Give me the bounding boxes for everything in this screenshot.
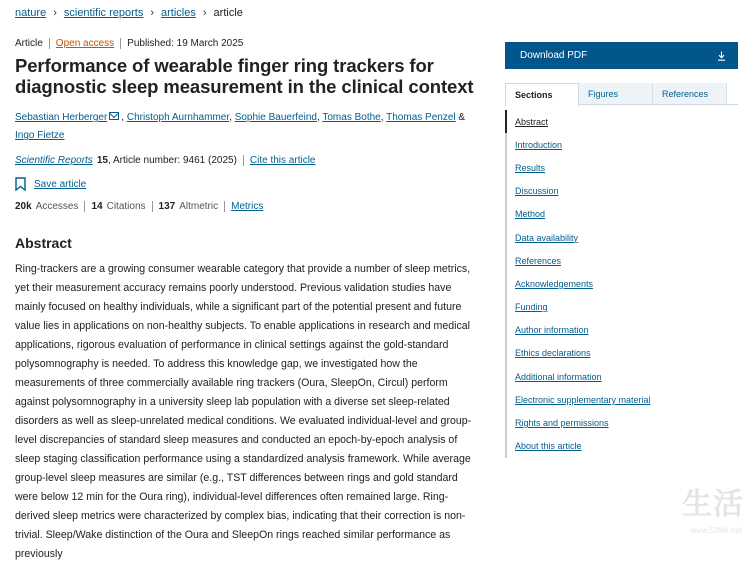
citation-line bbox=[15, 155, 477, 166]
section-link-acknowledgements[interactable]: Acknowledgements bbox=[515, 272, 738, 295]
cite-this-article-link[interactable]: Cite this article bbox=[250, 155, 316, 166]
breadcrumb-current: article bbox=[214, 7, 243, 19]
journal-volume: 15 bbox=[97, 155, 108, 166]
meta-divider bbox=[120, 38, 121, 49]
save-article-button[interactable] bbox=[15, 176, 477, 192]
altmetric-label: Altmetric bbox=[179, 201, 218, 212]
author-link[interactable]: Ingo Fietze bbox=[15, 130, 64, 141]
meta-divider bbox=[49, 38, 50, 49]
tab-references[interactable]: References bbox=[653, 83, 727, 104]
section-link-discussion[interactable]: Discussion bbox=[515, 180, 738, 203]
section-link-funding[interactable]: Funding bbox=[515, 296, 738, 319]
citations-label: Citations bbox=[107, 201, 146, 212]
email-icon[interactable] bbox=[109, 112, 119, 120]
tab-figures[interactable]: Figures bbox=[579, 83, 653, 104]
authors-and: & bbox=[458, 112, 465, 123]
download-arrow-icon bbox=[717, 51, 726, 61]
citations-value: 14 bbox=[91, 201, 102, 212]
author-link[interactable]: Thomas Penzel bbox=[386, 112, 455, 123]
active-section-indicator bbox=[505, 110, 507, 133]
sidebar-tabs bbox=[505, 83, 738, 105]
section-link-rights-permissions[interactable]: Rights and permissions bbox=[515, 411, 738, 434]
altmetric-value: 137 bbox=[159, 201, 176, 212]
article-meta bbox=[15, 36, 477, 50]
save-article-label[interactable]: Save article bbox=[34, 179, 86, 190]
accesses-label: Accesses bbox=[36, 201, 79, 212]
abstract-text: Ring-trackers are a growing consumer wearable category that provide a number of sleep metrics, yet their measurement accuracy remains poorly understood. Previous validation studies have mainly focused on healthy individuals, while a significant part of the potential present and future value lies in applications on non-healthy subjects. To enable applications in research and medical applications, rigorous evaluation of performance in clinical settings against the gold-standard polysomnography is needed. To address this knowledge gap, we investigated how the measurements of three commercially available ring trackers (Oura, SleepOn, Circul) perform against polysomnography in a university sleep lab population with a diverse set sleep-related disorders as well as sleep-unrelated medical conditions. We evaluated individual-level and group-level discrepancies of standard sleep measures and conducted an epoch-by-epoch analysis of sleep staging classification performance using a standardized analysis framework. While average group-level sleep measures are similar (e.g., TST differences between rings and gold standard were below 12 min for the Oura ring), individual-level differences often remained large. Ring-derived sleep metrics were characterized by complex bias, indicating that their correction is non-trivial. Sleep/Wake distinction of the Oura and SleepOn rings reached similar performance as previously bbox=[15, 260, 477, 564]
breadcrumb-separator-icon: › bbox=[150, 7, 154, 19]
section-link-ethics-declarations[interactable]: Ethics declarations bbox=[515, 342, 738, 365]
section-link-method[interactable]: Method bbox=[515, 203, 738, 226]
watermark-url: www.52life.net bbox=[690, 526, 742, 535]
breadcrumb bbox=[15, 7, 243, 19]
author-link[interactable]: Tomas Bothe bbox=[322, 112, 380, 123]
section-link-additional-information[interactable]: Additional information bbox=[515, 365, 738, 388]
section-link-results[interactable]: Results bbox=[515, 156, 738, 179]
watermark-logo bbox=[648, 491, 748, 537]
citation-divider bbox=[243, 155, 244, 166]
open-access-link[interactable]: Open access bbox=[56, 38, 114, 49]
section-nav bbox=[505, 110, 738, 458]
section-link-supplementary-material[interactable]: Electronic supplementary material bbox=[515, 388, 738, 411]
watermark-text: 生活 bbox=[682, 479, 744, 523]
breadcrumb-separator-icon: › bbox=[203, 7, 207, 19]
article-sidebar bbox=[505, 42, 738, 458]
metrics-divider bbox=[224, 201, 225, 212]
accesses-value: 20k bbox=[15, 201, 32, 212]
breadcrumb-nature[interactable]: nature bbox=[15, 7, 46, 19]
article-type: Article bbox=[15, 38, 43, 49]
breadcrumb-separator-icon: › bbox=[53, 7, 57, 19]
download-pdf-label: Download PDF bbox=[520, 50, 587, 61]
author-link[interactable]: Sophie Bauerfeind bbox=[235, 112, 317, 123]
download-pdf-button[interactable] bbox=[505, 42, 738, 69]
tab-sections[interactable]: Sections bbox=[505, 83, 579, 106]
section-link-references[interactable]: References bbox=[515, 249, 738, 272]
section-link-about-article[interactable]: About this article bbox=[515, 435, 738, 458]
metrics-link[interactable]: Metrics bbox=[231, 201, 263, 212]
abstract-heading: Abstract bbox=[15, 235, 477, 251]
article-metrics bbox=[15, 201, 477, 212]
author-link[interactable]: Christoph Aurnhammer bbox=[127, 112, 229, 123]
bookmark-icon bbox=[15, 177, 26, 191]
author-link[interactable]: Sebastian Herberger bbox=[15, 112, 107, 123]
published-date: Published: 19 March 2025 bbox=[127, 38, 243, 49]
article-number: , Article number: 9461 (2025) bbox=[108, 155, 237, 166]
section-link-data-availability[interactable]: Data availability bbox=[515, 226, 738, 249]
section-link-introduction[interactable]: Introduction bbox=[515, 133, 738, 156]
breadcrumb-articles[interactable]: articles bbox=[161, 7, 196, 19]
article-title: Performance of wearable finger ring trackers for diagnostic sleep measurement in the clinical context bbox=[15, 55, 477, 97]
section-link-author-information[interactable]: Author information bbox=[515, 319, 738, 342]
metrics-divider bbox=[152, 201, 153, 212]
article-main bbox=[15, 36, 477, 575]
journal-link[interactable]: Scientific Reports bbox=[15, 155, 93, 166]
metrics-divider bbox=[84, 201, 85, 212]
section-link-abstract[interactable]: Abstract bbox=[515, 110, 738, 133]
breadcrumb-scientific-reports[interactable]: scientific reports bbox=[64, 7, 143, 19]
author-list: Sebastian Herberger , Christoph Aurnhammer, Sophie Bauerfeind, Tomas Bothe, Thomas Penzel & Ingo Fietze bbox=[15, 109, 477, 145]
